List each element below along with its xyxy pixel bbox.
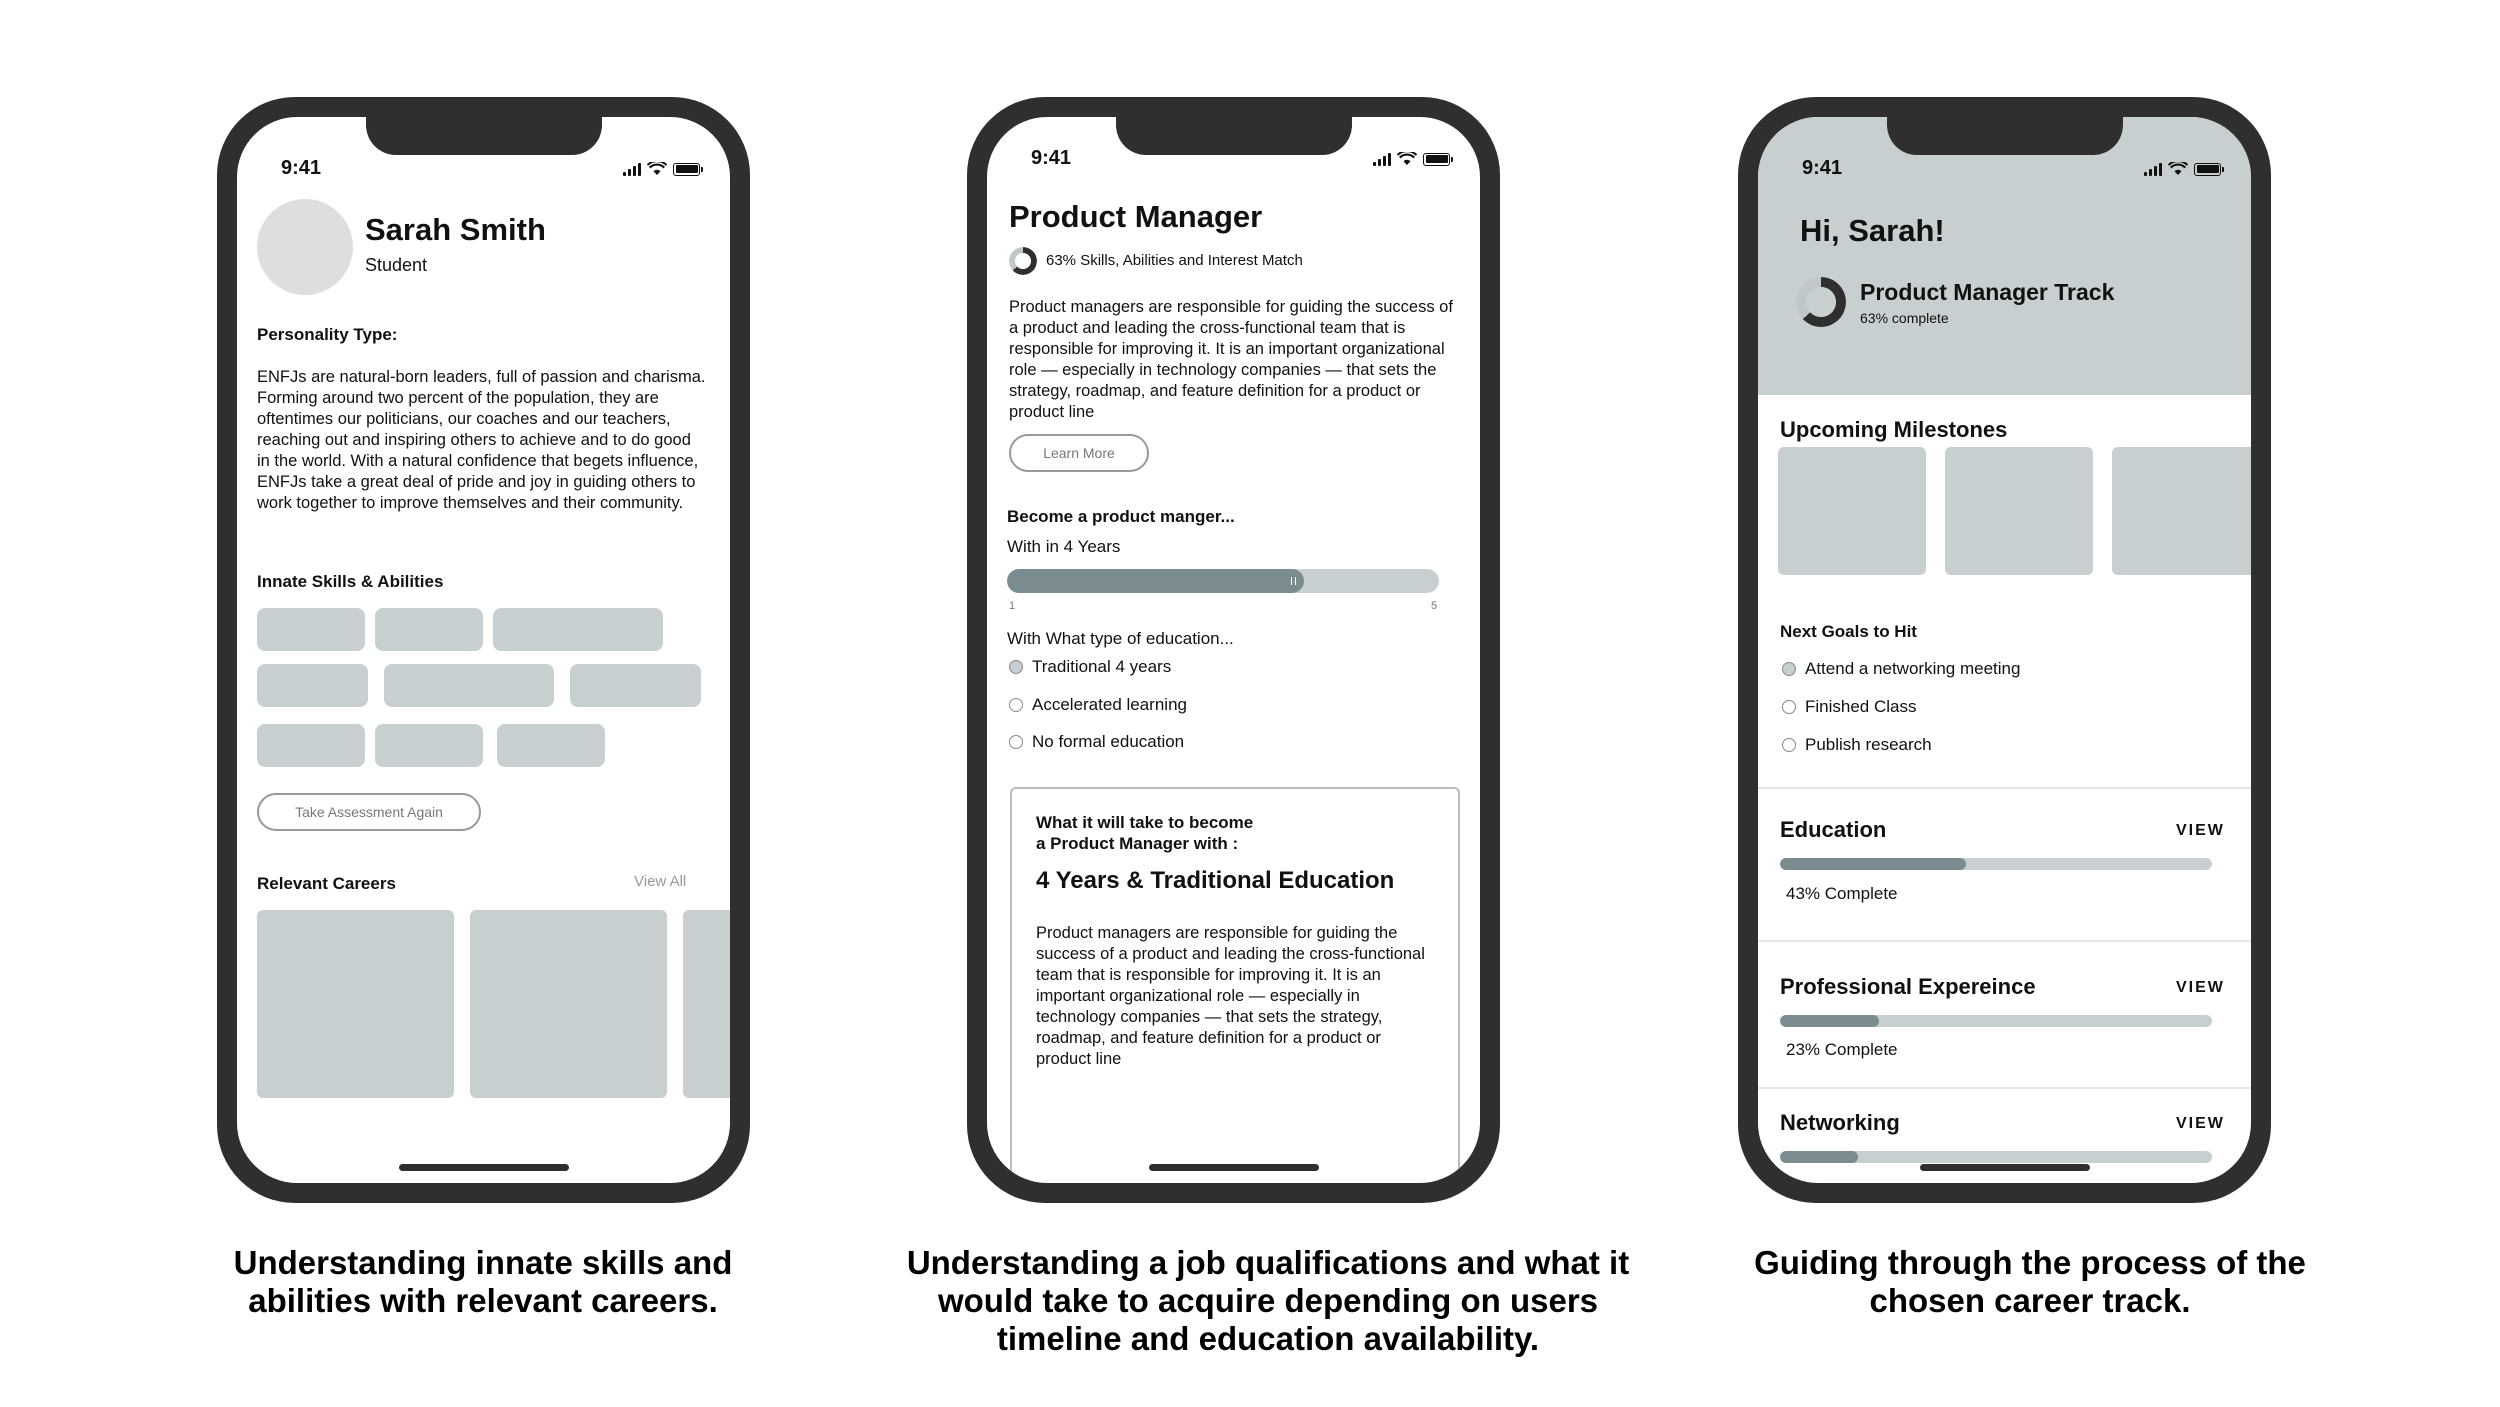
- slider-max-label: 5: [1431, 600, 1438, 612]
- match-text: 63% Skills, Abilities and Interest Match: [1046, 252, 1303, 269]
- networking-view-link[interactable]: VIEW: [2176, 1115, 2225, 1132]
- track-progress-text: 63% complete: [1860, 310, 1949, 326]
- signal-icon: [2144, 162, 2162, 176]
- timeline-label: With in 4 Years: [1007, 537, 1121, 556]
- card-heading-line2: a Product Manager with :: [1036, 834, 1239, 853]
- networking-progress-bar: [1780, 1151, 2212, 1163]
- education-progress-bar: [1780, 858, 2212, 870]
- home-indicator[interactable]: [399, 1164, 569, 1171]
- career-card[interactable]: [470, 910, 667, 1098]
- education-option[interactable]: Traditional 4 years: [1009, 657, 1171, 677]
- home-indicator[interactable]: [1149, 1164, 1319, 1171]
- phone-job-details: [967, 97, 1500, 1203]
- become-heading: Become a product manger...: [1007, 507, 1235, 526]
- requirement-card: [1010, 787, 1460, 1183]
- goal-check-icon[interactable]: [1782, 700, 1796, 714]
- radio-icon[interactable]: [1009, 660, 1023, 674]
- home-indicator[interactable]: [1920, 1164, 2090, 1171]
- goal-item[interactable]: Finished Class: [1782, 697, 1917, 717]
- status-bar: [1802, 157, 2221, 181]
- avatar[interactable]: [257, 199, 353, 295]
- status-time: 9:41: [1031, 147, 1072, 169]
- career-track-screen: [1758, 117, 2251, 1183]
- progress-fill: [1780, 858, 1966, 870]
- profile-screen: [237, 117, 730, 1183]
- radio-icon[interactable]: [1009, 735, 1023, 749]
- battery-icon: [2194, 163, 2221, 176]
- careers-heading: Relevant Careers: [257, 874, 396, 893]
- milestone-card[interactable]: [1778, 447, 1926, 575]
- wifi-icon: [647, 162, 667, 176]
- card-title: 4 Years & Traditional Education: [1036, 867, 1395, 894]
- section-title-experience: Professional Expereince: [1780, 974, 2036, 999]
- goal-item[interactable]: Attend a networking meeting: [1782, 659, 2020, 679]
- experience-progress-bar: [1780, 1015, 2212, 1027]
- caption-job-details: Understanding a job qualifications and what it would take to acquire depending on users timeline and education availability.: [906, 1244, 1630, 1357]
- wifi-icon: [1397, 152, 1417, 166]
- status-bar: [1031, 147, 1450, 181]
- notch: [366, 117, 602, 155]
- goal-item[interactable]: Publish research: [1782, 735, 1932, 755]
- job-description: Product managers are responsible for guiding the success of a product and leading the cross-functional team that is responsible for improving it. It is an important organizational role — especially in technology companies — that sets the strategy, roadmap, and feature definition for a product or product line: [1009, 298, 1453, 421]
- signal-icon: [1373, 152, 1391, 166]
- take-assessment-button[interactable]: Take Assessment Again: [257, 793, 481, 831]
- phone-profile: [217, 97, 750, 1203]
- personality-text: ENFJs are natural-born leaders, full of passion and charisma. Forming around two percent of the population, they are oftentimes our politicians, our coaches and our teachers, reaching out and inspiring others to achieve and to do good in the world. With a natural confidence that begets influence, ENFJs take a great deal of pride and joy in guiding others to work together to improve themselves and their community.: [257, 368, 706, 512]
- skill-chip[interactable]: [497, 724, 605, 767]
- view-all-link[interactable]: View All: [634, 873, 687, 890]
- track-title[interactable]: Product Manager Track: [1860, 279, 2115, 305]
- skill-chip[interactable]: [570, 664, 701, 707]
- status-bar: [281, 157, 700, 181]
- skills-heading: Innate Skills & Abilities: [257, 572, 444, 591]
- skill-chip[interactable]: [257, 724, 365, 767]
- slider-fill: [1007, 569, 1304, 593]
- career-card[interactable]: [683, 910, 730, 1098]
- skill-chip[interactable]: [257, 664, 368, 707]
- divider: [1758, 787, 2251, 789]
- section-title-networking: Networking: [1780, 1110, 1900, 1135]
- slider-min-label: 1: [1009, 600, 1016, 612]
- match-ring-icon: [1009, 247, 1037, 275]
- profile-name: Sarah Smith: [365, 212, 546, 247]
- goals-heading: Next Goals to Hit: [1780, 622, 1917, 641]
- greeting: Hi, Sarah!: [1800, 213, 1945, 248]
- career-card[interactable]: [257, 910, 454, 1098]
- caption-career-track: Guiding through the process of the chosen career track.: [1754, 1244, 2306, 1319]
- radio-icon[interactable]: [1009, 698, 1023, 712]
- learn-more-button[interactable]: Learn More: [1009, 434, 1149, 472]
- phone-career-track: [1738, 97, 2271, 1203]
- notch: [1887, 117, 2123, 155]
- divider: [1758, 1087, 2251, 1089]
- skill-chip[interactable]: [257, 608, 365, 651]
- education-option[interactable]: No formal education: [1009, 732, 1184, 752]
- battery-icon: [673, 163, 700, 176]
- card-text: Product managers are responsible for guiding the success of a product and leading the cross-functional team that is responsible for improving it. It is an important organizational role — especially in technology companies — that sets the strategy, roadmap, and feature definition for a product or product line: [1036, 924, 1425, 1068]
- notch: [1116, 117, 1352, 155]
- skill-chip[interactable]: [375, 724, 483, 767]
- track-progress-ring-icon: [1796, 277, 1846, 327]
- milestone-card[interactable]: [1945, 447, 2093, 575]
- job-title: Product Manager: [1009, 199, 1263, 234]
- caption-profile: Understanding innate skills and abilities with relevant careers.: [233, 1244, 733, 1319]
- profile-role: Student: [365, 255, 428, 275]
- education-progress-text: 43% Complete: [1786, 884, 1898, 903]
- status-time: 9:41: [281, 157, 322, 179]
- personality-heading: Personality Type:: [257, 325, 398, 344]
- milestones-heading: Upcoming Milestones: [1780, 417, 2008, 442]
- card-heading-line1: What it will take to become: [1036, 813, 1254, 832]
- education-option[interactable]: Accelerated learning: [1009, 695, 1187, 715]
- divider: [1758, 940, 2251, 942]
- timeline-slider[interactable]: [1007, 569, 1439, 593]
- skill-chip[interactable]: [384, 664, 554, 707]
- milestone-card[interactable]: [2112, 447, 2251, 575]
- status-time: 9:41: [1802, 157, 1843, 179]
- progress-fill: [1780, 1015, 1879, 1027]
- goal-check-icon[interactable]: [1782, 662, 1796, 676]
- wifi-icon: [2168, 162, 2188, 176]
- education-view-link[interactable]: VIEW: [2176, 822, 2225, 839]
- section-title-education: Education: [1780, 817, 1887, 842]
- slider-handle-icon[interactable]: [1291, 577, 1296, 585]
- experience-view-link[interactable]: VIEW: [2176, 979, 2225, 996]
- job-details-screen: [987, 117, 1480, 1183]
- signal-icon: [623, 162, 641, 176]
- skill-chip[interactable]: [493, 608, 663, 651]
- progress-fill: [1780, 1151, 1858, 1163]
- education-heading: With What type of education...: [1007, 629, 1234, 648]
- skill-chip[interactable]: [375, 608, 483, 651]
- goal-check-icon[interactable]: [1782, 738, 1796, 752]
- battery-icon: [1423, 153, 1450, 166]
- experience-progress-text: 23% Complete: [1786, 1040, 1898, 1059]
